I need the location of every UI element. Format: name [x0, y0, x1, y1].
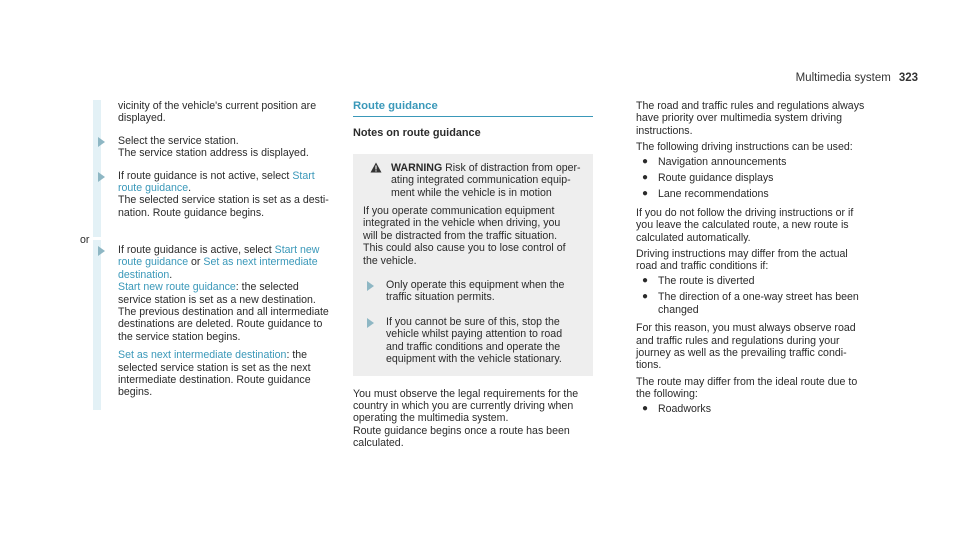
warning-heading: WARNING Risk of distraction from oper- ating integrated communication equip- ment while the vehicle is in motion [353, 162, 593, 199]
list-item: ● The route is diverted [642, 274, 755, 287]
middle-column [353, 100, 593, 450]
list-item: ● Route guidance displays [642, 172, 774, 185]
page-header [796, 72, 918, 84]
set-as-next-intermediate-destination-link[interactable]: Set as next intermediate destination [118, 349, 287, 362]
section-name: Multimedia system [795, 72, 891, 84]
section-title: Route guidance [353, 100, 438, 112]
list-item: ● The direction of a one-way street has been [642, 291, 859, 304]
start-new-route-guidance-link[interactable]: Start new route guidance [118, 281, 236, 294]
observe-paragraph: For this reason, you must always observe road and traffic rules and regulations during your journey as well as the prevailing traffic condi- tions. The route may differ from the ideal route due to the following: [636, 322, 858, 401]
page-number: 323 [898, 72, 918, 84]
set-as-next-intermediate-link[interactable]: Set as next intermediate [203, 256, 318, 269]
traffic-rules-paragraph: The road and traffic rules and regulations always have priority over multimedia system driving instructions. The following driving instructions can be used: [636, 100, 865, 154]
bullet-icon: ● [642, 402, 649, 414]
bullet-icon: ● [642, 291, 649, 303]
step-select-station: Select the service station. The service station address is displayed. [93, 135, 343, 160]
section-rule [353, 116, 593, 117]
start-new-link[interactable]: route guidance [118, 256, 189, 269]
warning-body: If you operate communication equipment integrated in the vehicle when driving, you will be distracted from the traffic situation. This could also cause you to lose control of the vehicle. [363, 205, 566, 267]
start-new-link[interactable]: Start new [274, 244, 320, 256]
warning-triangle-icon [370, 162, 382, 173]
warning-step-stop: If you cannot be sure of this, stop the vehicle whilst paying attention to road and traffic conditions and operate the equipment with the vehicle stationary. [353, 316, 593, 366]
start-route-guidance-link[interactable]: route guidance [118, 182, 189, 195]
right-column [636, 100, 906, 415]
subsection-title: Notes on route guidance [353, 127, 481, 140]
intro-text: vicinity of the vehicle's current position are displayed. [118, 100, 317, 125]
warning-label: WARNING [391, 161, 443, 174]
left-column [93, 100, 343, 229]
instructions-list [636, 156, 906, 201]
bullet-icon: ● [642, 188, 649, 200]
set-as-next-intermediate-link[interactable]: destination [118, 268, 170, 281]
triangle-arrow-icon [367, 318, 374, 328]
left-column-continued [93, 244, 343, 409]
list-item-continuation: changed [658, 303, 699, 316]
bullet-icon: ● [642, 172, 649, 184]
conditions-list [636, 275, 906, 316]
route-differ-list [636, 403, 906, 415]
warning-step-operate: Only operate this equipment when the traffic situation permits. [353, 279, 593, 304]
triangle-arrow-icon [98, 137, 105, 147]
bullet-icon: ● [642, 274, 649, 286]
or-label: or [80, 234, 90, 246]
list-item: ● Roadworks [642, 402, 711, 415]
warning-box [353, 154, 593, 376]
bullet-icon: ● [642, 155, 649, 167]
list-item: ● Navigation announcements [642, 155, 787, 168]
deviation-paragraph: If you do not follow the driving instructions or if you leave the calculated route, a new route is calculated automatically. Driving instructions may differ from the actual road and traffic conditions if: [636, 206, 854, 273]
legal-requirements-paragraph: You must observe the legal requirements for the country in which you are currently driving when operating the multimedia system. Route guidance begins once a route has been calculated. [353, 387, 579, 450]
triangle-arrow-icon [367, 281, 374, 291]
triangle-arrow-icon [98, 246, 105, 256]
step-active-guidance: If route guidance is active, select Start new route guidance or Set as next intermediate destination. Start new route guidance: the selected service station is set as a new destination. The previous destination and all intermediate destinations are deleted. Route guidance to the service station begins. Set as next intermediate destination: the selected service station is set as the next intermediate destination. Route guidance begins. [93, 244, 343, 399]
triangle-arrow-icon [98, 172, 105, 182]
list-item: ● Lane recommendations [642, 188, 769, 201]
start-route-guidance-link[interactable]: Start [292, 169, 315, 182]
step-start-guidance: If route guidance is not active, select Start route guidance. The selected service station is set as a desti- nation. Route guidance begins. [93, 170, 343, 220]
